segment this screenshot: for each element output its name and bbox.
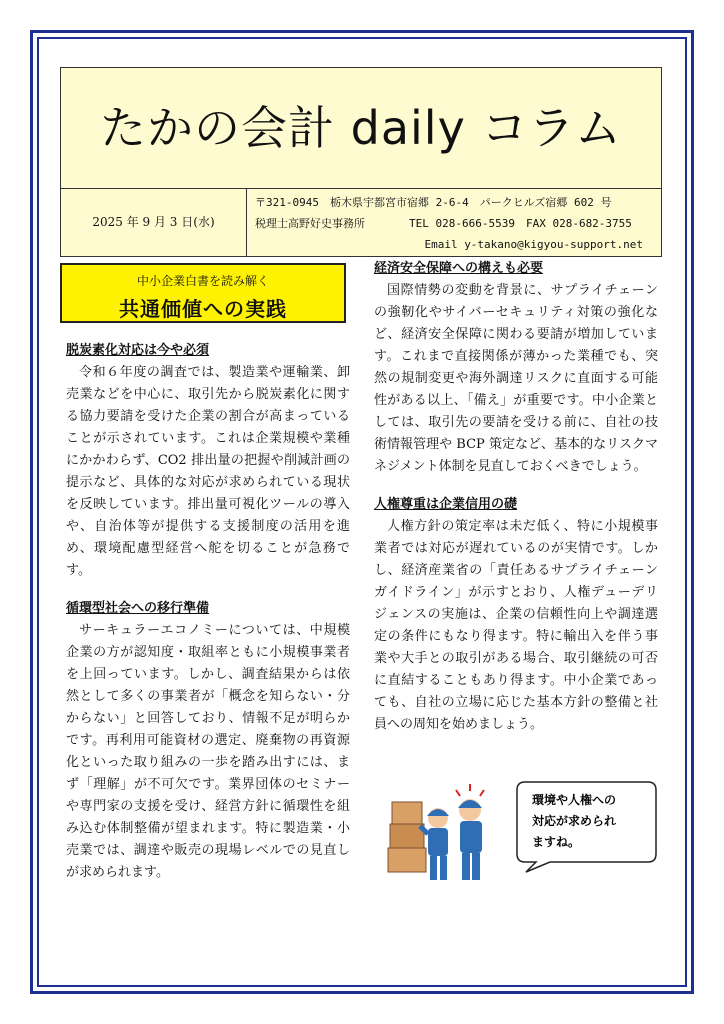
section-economic-security xyxy=(374,258,658,478)
section-heading: 循環型社会への移行準備 xyxy=(66,601,210,616)
page-title: たかの会計 daily コラム xyxy=(61,68,661,189)
box-icon xyxy=(388,848,426,872)
section-body: サーキュラーエコノミーについては、中規模企業の方が認知度・取組率ともに小規模事業者を上回っています。しかし、調査結果からは依然として多くの事業者が「概念を知らない・分からない」と回答しており、情報不足が明らかです。再利用可能資材の選定、廃棄物の再資源化といった取り組みの一歩を踏み出すには、まず「理解」が不可欠です。業界団体のセミナーや専門家の支援を受け、経営方針に循環性を組み込む体制整備が望まれます。特に製造業・小売業では、調達や販売の現場レベルでの見直しが求められます。 xyxy=(66,623,350,880)
section-circular-economy xyxy=(66,598,350,884)
office-tel-fax: TEL 028-666-5539 FAX 028-682-3755 xyxy=(409,217,632,230)
section-decarbonization xyxy=(66,340,350,582)
bubble-line-2: 対応が求められ xyxy=(532,814,617,828)
section-heading: 脱炭素化対応は今や必須 xyxy=(66,343,210,358)
office-email: Email y-takano@kigyou-support.net xyxy=(424,238,643,251)
right-column xyxy=(374,258,658,752)
workers-illustration xyxy=(380,776,660,886)
section-human-rights xyxy=(374,494,658,736)
banner-subtitle: 中小企業白書を読み解く xyxy=(136,274,269,288)
section-body: 国際情勢の変動を背景に、サプライチェーンの強靭化やサイバーセキュリティ対策の強化など、経済安全保障に関わる要請が増加しています。これまで直接関係が薄かった業種でも、突然の規制変更や海外調達リスクに直面する可能性がある以上、「備え」が重要です。中小企業としては、取引先の要請を受ける前に、自社の技術情報管理や BCP 策定など、基本的なリスクマネジメント体制を見直しておくべきでしょう。 xyxy=(374,283,658,474)
office-info xyxy=(255,192,655,255)
header-box xyxy=(60,67,662,257)
section-heading: 経済安全保障への構えも必要 xyxy=(374,261,544,276)
office-address: 〒321-0945 栃木県宇都宮市宿郷 2-6-4 パークヒルズ宿郷 602 号 xyxy=(255,196,612,209)
worker-thinking-icon xyxy=(456,784,484,880)
speech-bubble xyxy=(517,782,656,872)
left-column xyxy=(66,340,350,900)
topic-banner xyxy=(60,263,346,323)
banner-title: 共通価値への実践 xyxy=(119,297,287,321)
office-contact-row xyxy=(255,213,655,234)
bubble-line-3: ますね。 xyxy=(532,835,581,849)
section-body: 令和６年度の調査では、製造業や運輸業、卸売業などを中心に、取引先から脱炭素化に関する協力要請を受けた企業の割合が高まっていることが示されています。これは企業規模や業種にかかわらず、CO2 排出量の把握や削減計画の提示など、具体的な対応が求められている現状を反映しています。排出量可視化ツールの導入や、自治体等が提供する支援制度の活用を進め、環境配慮型経営へ舵を切ることが急務です。 xyxy=(66,365,350,578)
office-name: 税理士高野好史事務所 xyxy=(255,217,365,230)
section-heading: 人権尊重は企業信用の礎 xyxy=(374,497,518,512)
section-body: 人権方針の策定率は未だ低く、特に小規模事業者では対応が遅れているのが実情です。しかし、経済産業省の「責任あるサプライチェーンガイドライン」が示すとおり、人権デューデリジェンスの実施は、企業の信頼性向上や調達選定の条件にもなり得ます。特に輸出入を伴う事業や大手との取引がある場合、取引継続の可否に直結することもあり得ます。中小企業であっても、自社の立場に応じた基本方針の整備と社員への周知を始めましょう。 xyxy=(374,519,658,732)
issue-date: 2025 年 9 月 3 日(水) xyxy=(61,188,247,256)
bubble-line-1: 環境や人権への xyxy=(532,793,617,807)
box-icon xyxy=(392,802,422,824)
